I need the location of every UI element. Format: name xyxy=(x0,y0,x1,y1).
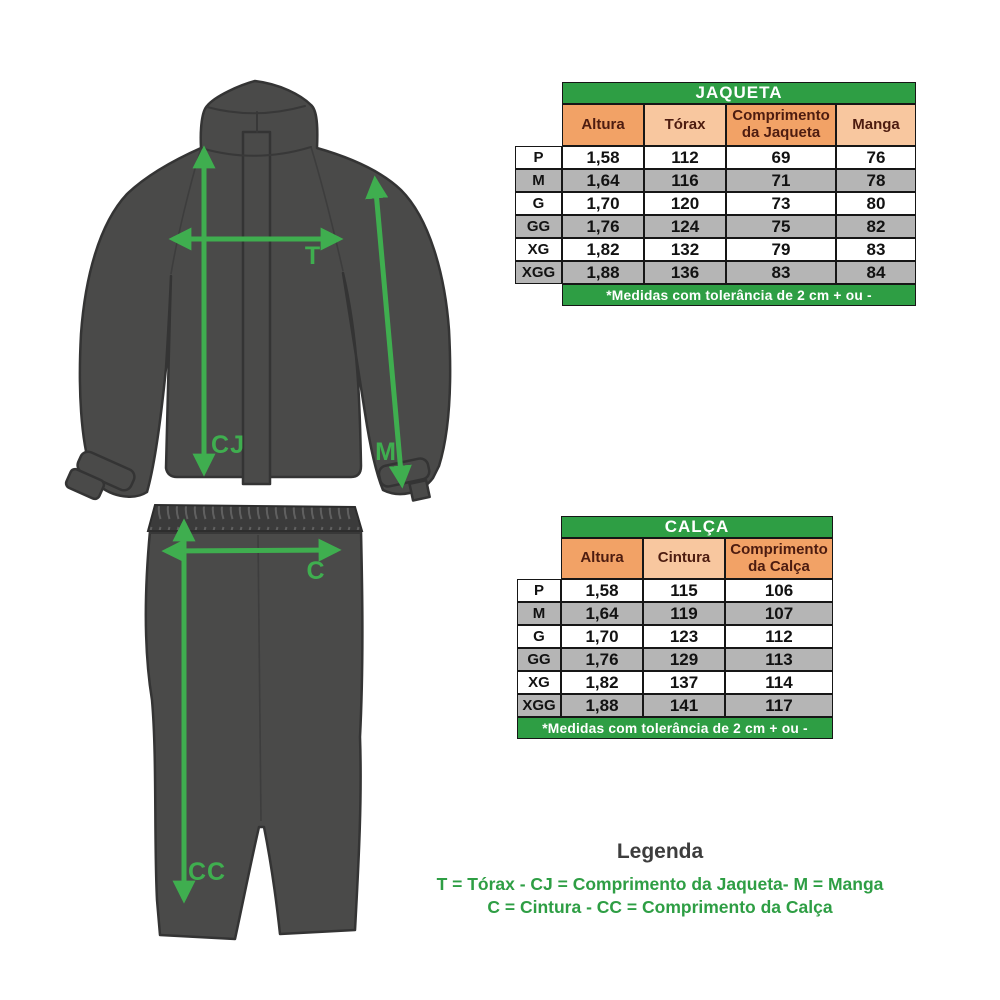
table-value: 1,76 xyxy=(562,215,644,238)
waist-arrow xyxy=(166,550,337,551)
table-value: 1,82 xyxy=(561,671,643,694)
calca-size-table xyxy=(517,516,833,739)
table-value: 132 xyxy=(644,238,726,261)
legend xyxy=(330,840,990,919)
table-corner xyxy=(515,104,562,146)
table-corner xyxy=(517,538,561,579)
table-footer: *Medidas com tolerância de 2 cm + ou - xyxy=(562,284,916,306)
pants-waistband xyxy=(148,505,362,533)
table-value: 1,88 xyxy=(562,261,644,284)
table-value: 82 xyxy=(836,215,916,238)
column-header: Altura xyxy=(561,538,643,579)
column-header: Cintura xyxy=(643,538,725,579)
waist-label: C xyxy=(306,557,326,585)
table-value: 124 xyxy=(644,215,726,238)
chest-arrow-label: T xyxy=(304,242,322,270)
legend-line-jacket: T = Tórax - CJ = Comprimento da Jaqueta- M = Manga xyxy=(436,874,884,894)
jacket-zipper xyxy=(243,132,270,484)
jaqueta-size-table xyxy=(515,82,916,306)
column-header: Comprimento da Jaqueta xyxy=(726,104,836,146)
size-label: P xyxy=(517,579,561,602)
table-value: 115 xyxy=(643,579,725,602)
table-value: 123 xyxy=(643,625,725,648)
legend-line-pants: C = Cintura - CC = Comprimento da Calça xyxy=(487,897,833,918)
sleeve-label: M xyxy=(375,438,397,466)
table-corner xyxy=(515,284,562,306)
size-label: XGG xyxy=(515,261,562,284)
table-value: 120 xyxy=(644,192,726,215)
table-value: 75 xyxy=(726,215,836,238)
size-label: M xyxy=(517,602,561,625)
table-value: 84 xyxy=(836,261,916,284)
table-value: 117 xyxy=(725,694,833,717)
table-value: 137 xyxy=(643,671,725,694)
table-title: JAQUETA xyxy=(562,82,916,104)
table-value: 112 xyxy=(644,146,726,169)
jacket-length-label: CJ xyxy=(211,431,245,459)
size-label: M xyxy=(515,169,562,192)
column-header: Comprimento da Calça xyxy=(725,538,833,579)
table-value: 80 xyxy=(836,192,916,215)
table-value: 1,82 xyxy=(562,238,644,261)
table-value: 83 xyxy=(836,238,916,261)
table-value: 73 xyxy=(726,192,836,215)
table-value: 1,58 xyxy=(561,579,643,602)
table-value: 79 xyxy=(726,238,836,261)
table-value: 78 xyxy=(836,169,916,192)
table-value: 1,58 xyxy=(562,146,644,169)
table-title: CALÇA xyxy=(561,516,833,538)
table-footer: *Medidas com tolerância de 2 cm + ou - xyxy=(517,717,833,739)
size-label: XG xyxy=(515,238,562,261)
size-label: G xyxy=(517,625,561,648)
table-corner xyxy=(517,516,561,538)
legend-title: Legenda xyxy=(616,840,704,863)
size-label: XGG xyxy=(517,694,561,717)
column-header: Altura xyxy=(562,104,644,146)
table-value: 1,64 xyxy=(562,169,644,192)
table-value: 113 xyxy=(725,648,833,671)
size-label: G xyxy=(515,192,562,215)
table-value: 112 xyxy=(725,625,833,648)
size-label: P xyxy=(515,146,562,169)
table-value: 1,70 xyxy=(561,625,643,648)
column-header: Tórax xyxy=(644,104,726,146)
table-value: 136 xyxy=(644,261,726,284)
table-value: 119 xyxy=(643,602,725,625)
table-value: 106 xyxy=(725,579,833,602)
table-value: 1,76 xyxy=(561,648,643,671)
size-label: GG xyxy=(517,648,561,671)
table-value: 129 xyxy=(643,648,725,671)
table-value: 114 xyxy=(725,671,833,694)
table-value: 76 xyxy=(836,146,916,169)
table-value: 141 xyxy=(643,694,725,717)
table-value: 1,70 xyxy=(562,192,644,215)
column-header: Manga xyxy=(836,104,916,146)
pants-length-label: CC xyxy=(187,858,227,886)
table-value: 107 xyxy=(725,602,833,625)
table-value: 116 xyxy=(644,169,726,192)
table-value: 1,64 xyxy=(561,602,643,625)
table-value: 1,88 xyxy=(561,694,643,717)
size-label: XG xyxy=(517,671,561,694)
table-value: 83 xyxy=(726,261,836,284)
table-corner xyxy=(515,82,562,104)
size-label: GG xyxy=(515,215,562,238)
table-value: 71 xyxy=(726,169,836,192)
jacket-diagram xyxy=(55,68,485,518)
table-value: 69 xyxy=(726,146,836,169)
